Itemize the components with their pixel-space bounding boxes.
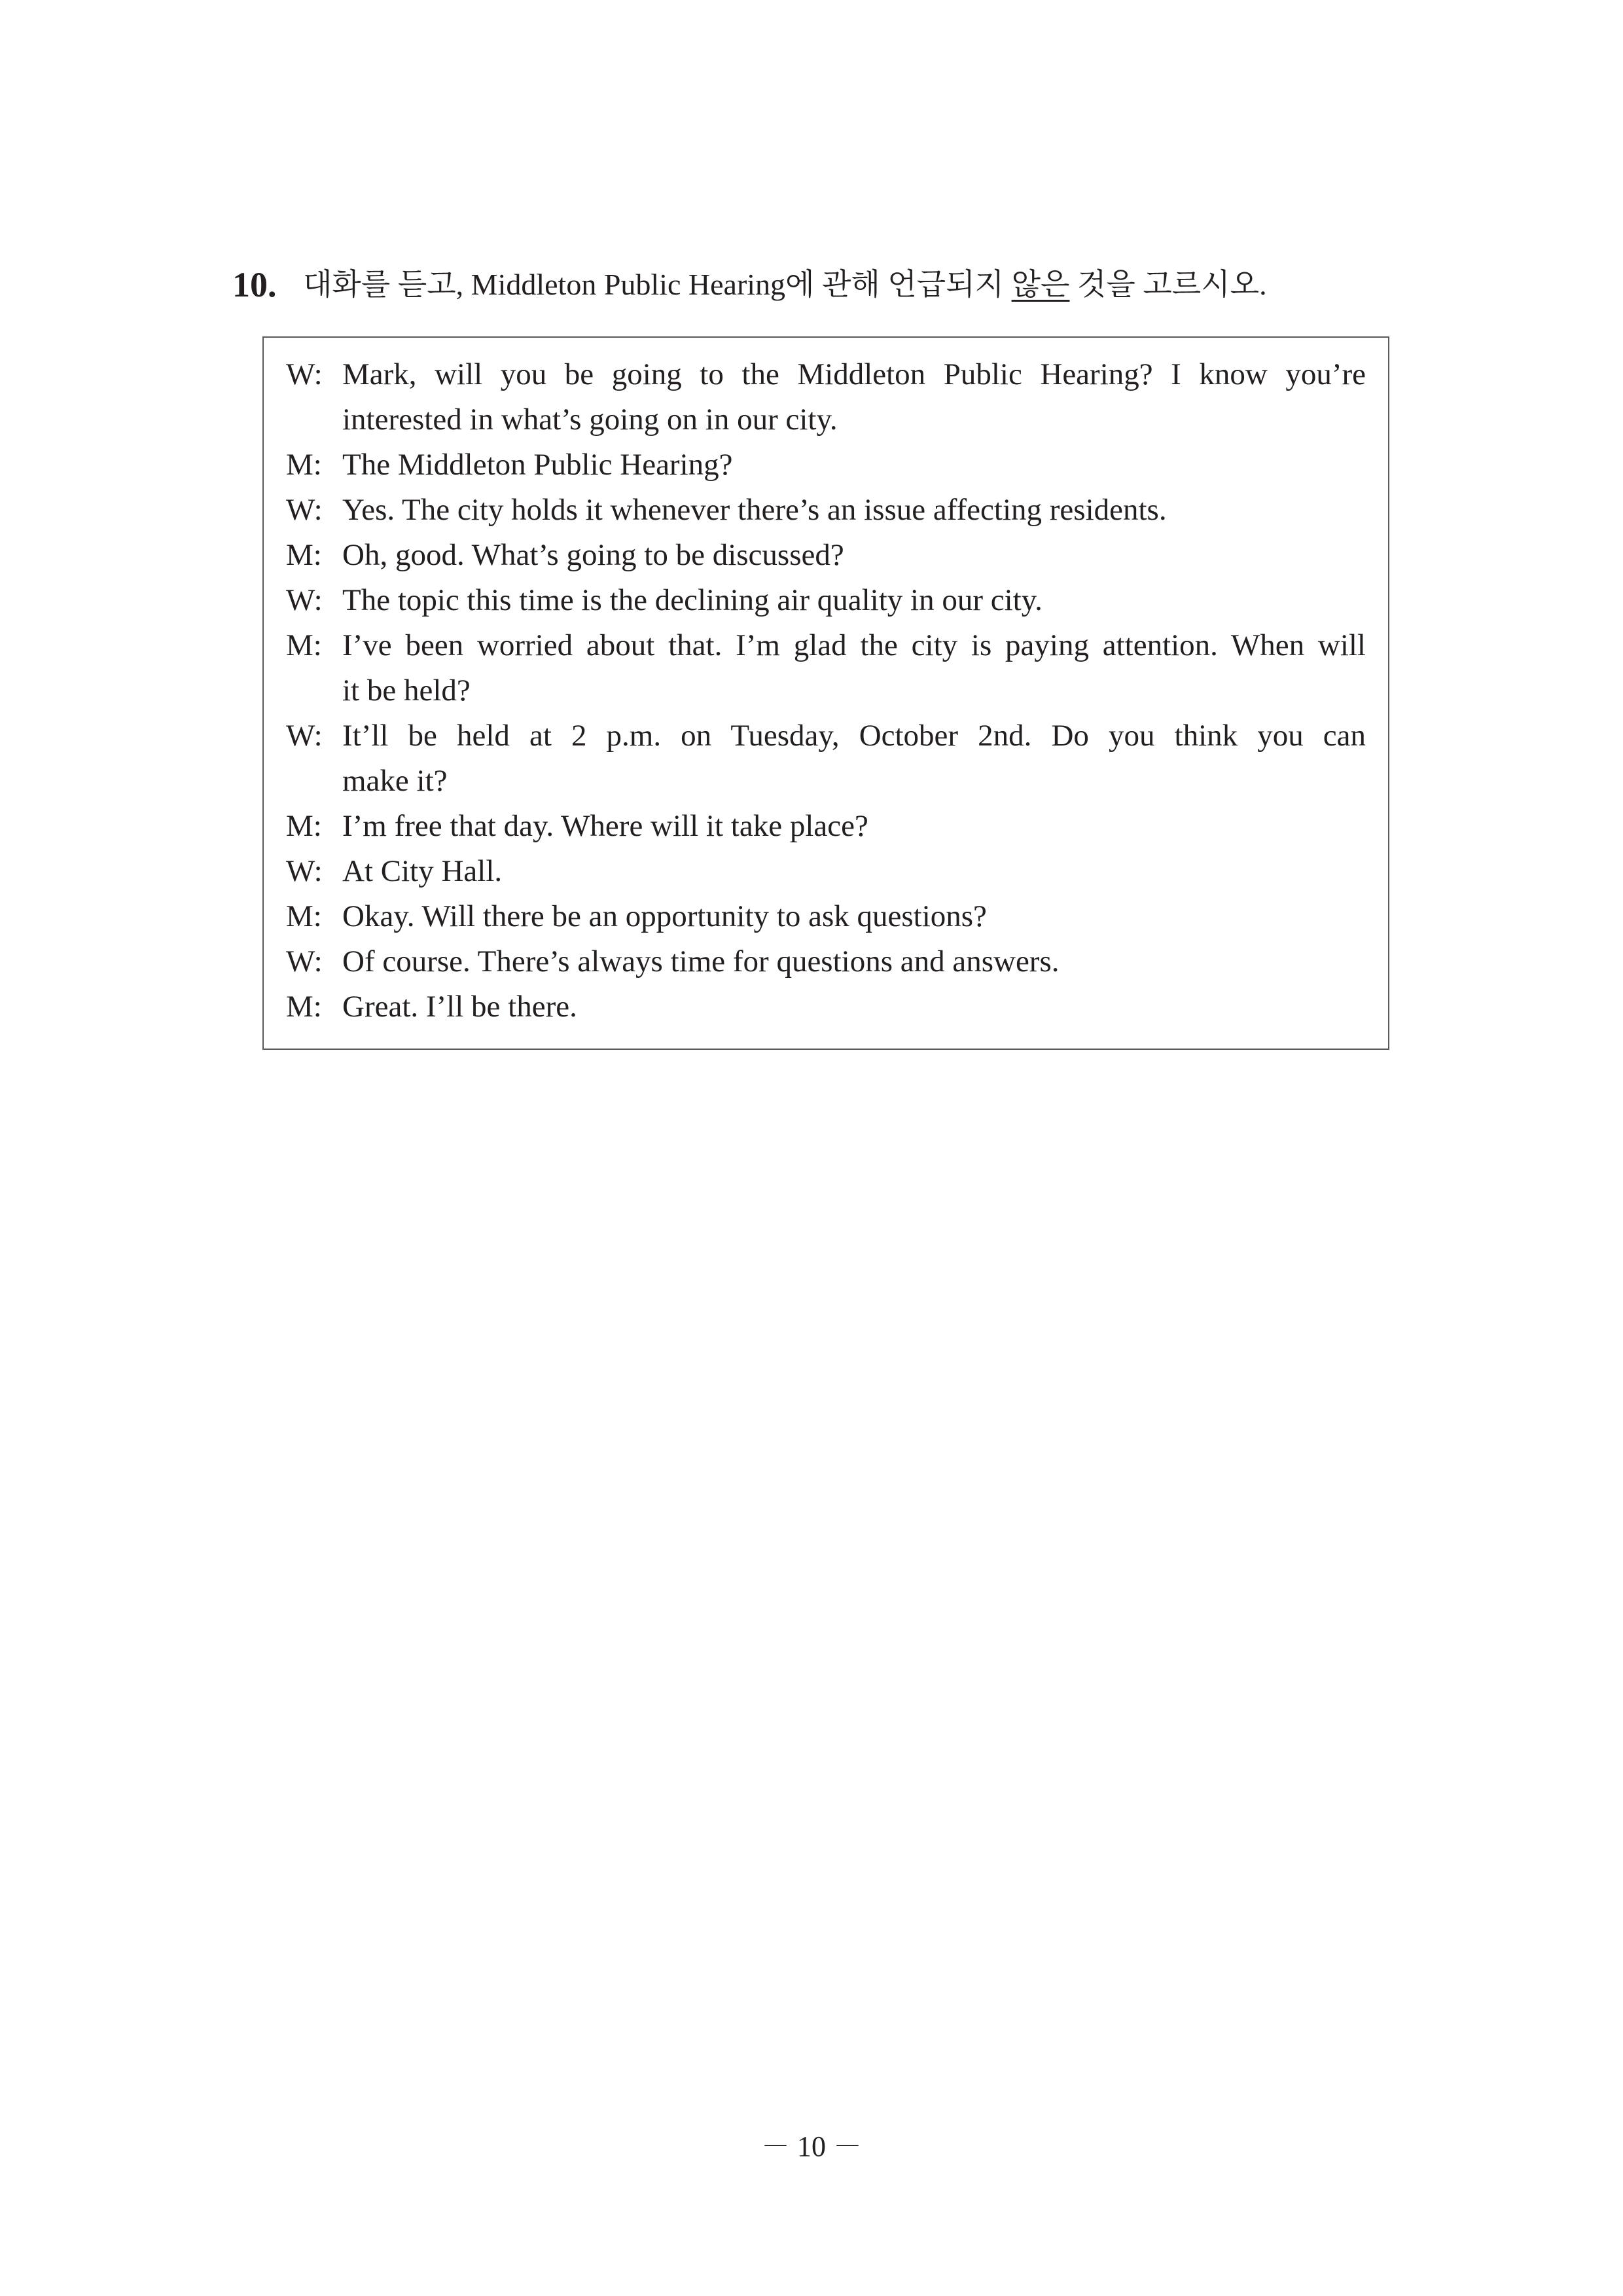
- dialogue-script-box: [262, 336, 1389, 1050]
- utterance-row: Mark, will you be going to the Middleton Public Hearing? I know you’re: [342, 357, 1366, 391]
- speaker-label: W:: [286, 493, 323, 527]
- question-prompt: [303, 259, 1267, 311]
- dialogue-line: [286, 849, 1366, 894]
- dialogue-line: [286, 984, 1366, 1030]
- utterance: [342, 713, 1366, 804]
- utterance-row: interested in what’s going on in our city.: [342, 403, 838, 437]
- utterance: [342, 442, 733, 488]
- utterance-row: Okay. Will there be an opportunity to ask questions?: [342, 899, 987, 933]
- speaker-label: M:: [286, 628, 322, 662]
- utterance: [342, 894, 987, 939]
- speaker-label: M:: [286, 538, 322, 572]
- question-number: 10.: [232, 265, 277, 304]
- utterance: [342, 352, 1366, 442]
- utterance-row: At City Hall.: [342, 854, 503, 888]
- speaker-label: W:: [286, 719, 323, 753]
- utterance-row: Yes. The city holds it whenever there’s an issue affecting residents.: [342, 493, 1167, 527]
- question-prompt-before: 대화를 듣고, Middleton Public Hearing에 관해 언급되지: [303, 268, 1012, 301]
- speaker-label: M:: [286, 809, 322, 843]
- speaker-label: M:: [286, 448, 322, 482]
- utterance-row: Great. I’ll be there.: [342, 990, 577, 1024]
- speaker-label: W:: [286, 583, 323, 617]
- utterance-row: Oh, good. What’s going to be discussed?: [342, 538, 844, 572]
- dialogue-line: [286, 713, 1366, 804]
- dialogue-line: [286, 352, 1366, 442]
- question-header: [232, 259, 1410, 311]
- utterance-row: make it?: [342, 764, 448, 798]
- question-prompt-after: 것을 고르시오.: [1069, 268, 1267, 301]
- utterance-row: it be held?: [342, 673, 471, 708]
- speaker-label: M:: [286, 990, 322, 1024]
- dialogue-line: [286, 623, 1366, 713]
- utterance: [342, 804, 868, 849]
- question-prompt-underlined: 않은: [1011, 268, 1070, 301]
- page-number: － 10 －: [761, 2130, 862, 2162]
- utterance: [342, 623, 1366, 713]
- speaker-label: W:: [286, 357, 323, 391]
- utterance: [342, 984, 577, 1030]
- dialogue-line: [286, 578, 1366, 623]
- speaker-label: W:: [286, 854, 323, 888]
- utterance: [342, 533, 844, 578]
- utterance: [342, 578, 1043, 623]
- utterance-row: I’ve been worried about that. I’m glad the city is paying attention. When will: [342, 628, 1366, 662]
- utterance-row: I’m free that day. Where will it take place?: [342, 809, 868, 843]
- utterance-row: Of course. There’s always time for questions and answers.: [342, 944, 1060, 978]
- utterance: [342, 488, 1167, 533]
- speaker-label: M:: [286, 899, 322, 933]
- utterance-row: It’ll be held at 2 p.m. on Tuesday, October 2nd. Do you think you can: [342, 719, 1366, 753]
- dialogue-line: [286, 894, 1366, 939]
- dialogue-line: [286, 533, 1366, 578]
- dialogue-line: [286, 804, 1366, 849]
- utterance: [342, 939, 1060, 984]
- speaker-label: W:: [286, 944, 323, 978]
- utterance-row: The topic this time is the declining air quality in our city.: [342, 583, 1043, 617]
- utterance: [342, 849, 502, 894]
- utterance-row: The Middleton Public Hearing?: [342, 448, 733, 482]
- dialogue-line: [286, 939, 1366, 984]
- dialogue-line: [286, 488, 1366, 533]
- dialogue-lines: [286, 352, 1366, 1030]
- dialogue-line: [286, 442, 1366, 488]
